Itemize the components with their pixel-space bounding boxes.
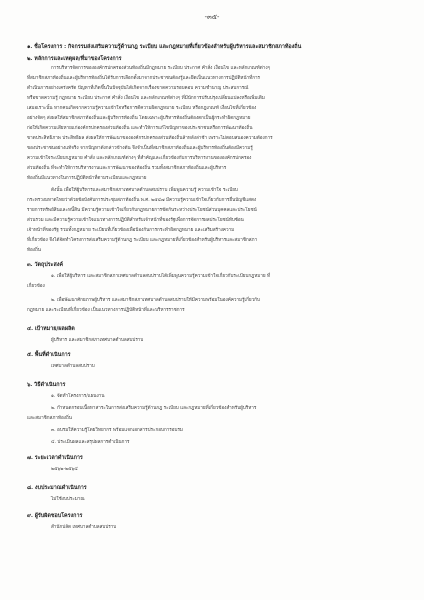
paragraph-line: ที่สมาชิกสภาท้องถิ่นและผู้บริหารท้องถิ่นได้รับการเลือกตั้งมาจากประชาชนต้องรู้และยึดเป็นแนวทางการปฏิบัติหน้าที่การ <box>27 76 261 81</box>
paragraph-line: ก่อให้เกิดความเสียหายแก่องค์กรปกครองส่วนท้องถิ่น และทำให้การแก้ไขปัญหาของประชาชนหรือการพัฒนาท้องถิ่น <box>27 126 253 131</box>
section-6-heading: ๖. วิธีดำเนินการ <box>27 382 66 388</box>
section-9-heading: ๙. ผู้รับผิดชอบโครงการ <box>27 513 83 519</box>
paragraph-line: ส่วนท้องถิ่น ที่จะทำให้การบริหารงานและการพัฒนาของท้องถิ่น รวมทั้งสมาชิกสภาท้องถิ่นและผู้บริหาร <box>27 166 227 171</box>
section-4-heading: ๔. เป้าหมาย/ผลผลิต <box>27 326 75 332</box>
method-step: และสมาชิกสภาท้องถิ่น <box>27 416 72 421</box>
paragraph-line: เจ้าหน้าที่ของรัฐ รวมทั้งกฎหมาย ระเบียบที่เกี่ยวข้องเพื่อป้องกันการกระทำผิดกฎหมาย และเสริมสร้างความ <box>27 228 235 233</box>
section-7-heading: ๗. ระยะเวลาดำเนินการ <box>27 455 83 461</box>
section-8-heading: ๘. งบประมาณดำเนินการ <box>27 485 87 491</box>
paragraph-line: ท้องถิ่น <box>27 248 41 253</box>
paragraph-line: ที่เกี่ยวข้อง จึงได้จัดทำโครงการส่งเสริมความรู้ด้านกฎ ระเบียบ และกฎหมายที่เกี่ยวข้องสำหรับผู้บริหารและสมาชิกสภา <box>27 238 258 243</box>
method-step: ๒. กำหนดกรอบเนื้อหาสาระในการส่งเสริมความรู้ด้านกฎ ระเบียบ และกฎหมายที่เกี่ยวข้องสำหรับผู้บริหาร <box>51 406 257 411</box>
method-step: ๑. จัดทำโครงการ/แผนงาน <box>51 394 105 399</box>
paragraph-line: ส่วนรวม และมีความรู้ความเข้าใจแนวทางการปฏิบัติสำหรับเจ้าหน้าที่ของรัฐเพื่อการจัดการผลประโยชน์ทับซ้อน <box>27 218 244 223</box>
paragraph-line: ดังนั้น เพื่อให้ผู้บริหารและสมาชิกสภาเทศบาลตำบลสบปราบ เพิ่มพูนความรู้ ความเข้าใจ ระเบียบ <box>51 188 238 193</box>
paragraph-line: ความเข้าใจระเบียบกฎหมาย คำสั่ง และหลักเกณฑ์ต่างๆ ที่สำคัญและเกี่ยวข้องกับการบริหารงานขององค์กรปกครอง <box>27 156 252 161</box>
area-text: เทศบาลตำบลสบปราบ <box>51 364 95 369</box>
paragraph-line: อย่างจัดๆ ส่งผลให้สมาชิกสภาท้องถิ่นและผู้บริหารท้องถิ่น โดยเฉพาะผู้บริหารท้องถิ่นต้องตกเป็นผู้กระทำผิดกฎหมาย <box>27 116 251 121</box>
paragraph-line: ของประชาชนอย่างแท้จริง จากปัญหาดังกล่าวข้างต้น จึงจำเป็นที่สมาชิกสภาท้องถิ่นและผู้บริหารท้องถิ่นต้องมีความรู้ <box>27 146 253 151</box>
paragraph-line: ท้องถิ่นมีแนวทางในการปฏิบัติหน้าที่ตามระเบียบและกฎหมาย <box>27 176 147 181</box>
paragraph-line: ดำเนินการอย่างเคร่งครัด ปัญหาที่เกิดขึ้นในปัจจุบันได้เกิดจากเรื่องขาดความรอบคอบ ความชำนาญ ประสบการณ์ <box>27 86 249 91</box>
section-5-heading: ๕. พื้นที่ดำเนินการ <box>27 352 71 358</box>
target-text: ผู้บริหาร และสมาชิกสภาเทศบาลตำบลสบปราบ <box>51 338 144 343</box>
paragraph-line: กระทรวงมหาดไทยว่าด้วยข้อบังคับการประชุมสภาท้องถิ่น พ.ศ. ๒๕๔๗ มีความรู้ความเข้าใจเกี่ยวกับการยื่นบัญชีแสดง <box>27 198 257 203</box>
section-3-heading: ๓. วัตถุประสงค์ <box>27 262 63 268</box>
paragraph-line: การบริหารจัดการขององค์กรปกครองส่วนท้องถิ่นมีกฎหมาย ระเบียบ ประกาศ คำสั่ง เงื่อนไข และหลักเกณฑ์ต่างๆ <box>51 66 271 71</box>
duration-text: ๒๕๖๒-๒๕๖๔ <box>51 467 78 472</box>
paragraph-line: ขาดประสิทธิภาพ ประสิทธิผล ส่งผลให้การพัฒนาขององค์กรปกครองส่วนท้องถิ่นล้าหลังล่าช้า เพราะไม่ตอบสนองความต้องการ <box>27 136 273 141</box>
paragraph-line: หรือขาดความรู้ กฎหมาย ระเบียบ ประกาศ คำสั่ง เงื่อนไข และหลักเกณฑ์ต่างๆ ที่มีนักการปรับปรุงเปลี่ยนแปลงหรือเพิ่มเติม <box>27 96 265 101</box>
method-step: ๓. อบรมให้ความรู้โดยวิทยากร พร้อมแจกเอกสารประกอบการอบรม <box>51 428 183 433</box>
objective-line: กฎหมาย และระเบียบที่เกี่ยวข้อง เป็นแนวทางการปฏิบัติหน้าที่และบริหารราชการ <box>27 308 185 313</box>
objective-line: ๑. เพื่อให้ผู้บริหาร และสมาชิกสภาเทศบาลตำบลสบปราบได้เพิ่มพูนความรู้ความเข้าใจเกี่ยวกับระเบียบกฎหมาย ที่ <box>51 274 271 279</box>
page-number: -๓๕- <box>204 13 220 21</box>
objective-line: เกี่ยวข้อง <box>27 284 45 289</box>
responsible-text: สำนักปลัด เทศบาลตำบลสบปราบ <box>51 525 117 530</box>
method-step: ๔. ประเมินผลและสรุปผลการดำเนินการ <box>51 440 130 445</box>
section-2-heading: ๒. หลักการและเหตุผล/ที่มาของโครงการ <box>27 56 122 62</box>
objective-line: ๒. เพื่อพัฒนาศักยภาพผู้บริหาร และสมาชิกสภาเทศบาลตำบลสบปราบให้มีความพร้อมในองค์ความรู้เกี่ยวกับ <box>51 298 260 303</box>
section-1-project-name: ๑. ชื่อโครงการ : กิจกรรมส่งเสริมความรู้ด้านกฎ ระเบียบ และกฎหมายที่เกี่ยวข้องสำหรับผู้บริหารและสมาชิกสภาท้องถิ่น <box>27 44 302 50</box>
paragraph-line: เสมอเราะนั้น หากคนเกิดจากความรู้ความเข้าใจหรือการตีความผิดกฎหมาย ระเบียบ หรือกฎเกณฑ์ เงื่อนไขที่เกี่ยวข้อง <box>27 106 257 111</box>
paragraph-line: รายการทรัพย์สินและหนี้สิน มีความรู้ความเข้าใจเกี่ยวกับกฎหมายการขัดกันระหว่างประโยชน์ส่วนบุคคลและประโยชน์ <box>27 208 257 213</box>
budget-text: ไม่ใช้งบประมาณ <box>51 497 85 502</box>
